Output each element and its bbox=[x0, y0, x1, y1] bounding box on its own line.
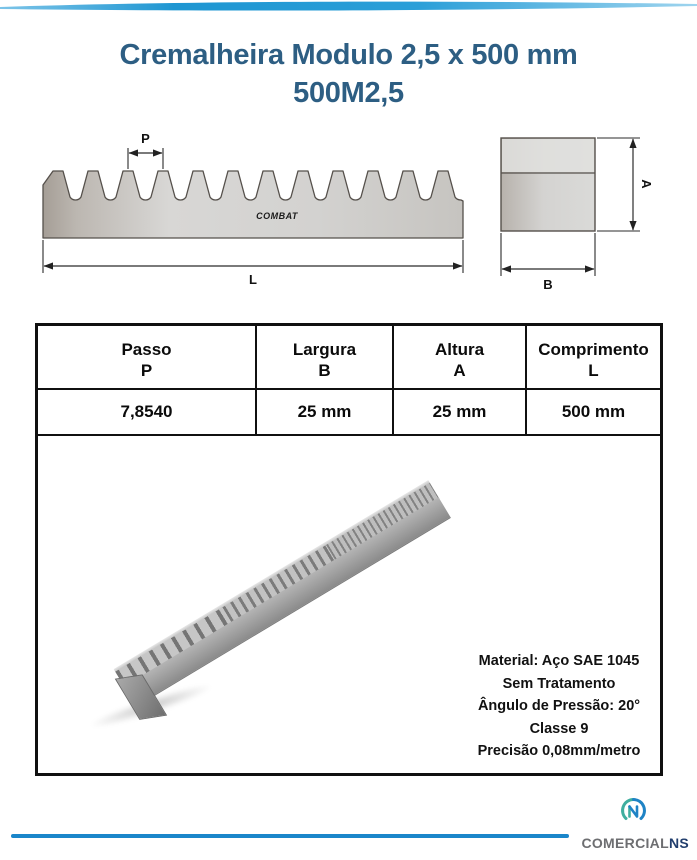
table-header-passo bbox=[38, 326, 255, 388]
rack-teeth-face bbox=[115, 483, 439, 688]
brand-name-blue: NS bbox=[668, 835, 689, 851]
spec-line-pressure-angle: Ângulo de Pressão: 20° bbox=[477, 698, 641, 714]
rack-side-view bbox=[43, 171, 463, 238]
page-title-line1: Cremalheira Modulo 2,5 x 500 mm bbox=[119, 39, 578, 71]
table-header-largura bbox=[257, 326, 392, 388]
rack-side-face bbox=[124, 497, 451, 707]
header-name: Passo bbox=[121, 340, 172, 359]
page-title bbox=[0, 36, 697, 112]
header-symbol: A bbox=[453, 361, 466, 380]
brand-name-gray: COMERCIAL bbox=[581, 835, 669, 851]
pitch-dimension-label: P bbox=[141, 131, 150, 146]
comercial-ns-icon bbox=[620, 797, 647, 825]
spec-line-precision: Precisão 0,08mm/metro bbox=[477, 743, 641, 759]
table-value-largura: 25 mm bbox=[257, 390, 392, 434]
header-symbol: B bbox=[318, 361, 331, 380]
company-logo bbox=[579, 797, 689, 855]
material-specs bbox=[458, 650, 660, 763]
header-symbol: P bbox=[140, 361, 153, 380]
table-header-comprimento bbox=[527, 326, 660, 388]
header-name: Comprimento bbox=[538, 340, 649, 359]
brand-stamp: COMBAT bbox=[256, 211, 298, 221]
page-title-line2: 500M2,5 bbox=[293, 77, 404, 109]
spec-line-class: Classe 9 bbox=[529, 720, 589, 737]
height-dimension-label: A bbox=[639, 179, 654, 189]
header-name: Altura bbox=[434, 340, 485, 359]
product-photo bbox=[114, 480, 451, 707]
top-swoosh-decoration bbox=[0, 0, 697, 18]
spec-table bbox=[35, 323, 663, 776]
technical-drawing bbox=[25, 126, 675, 306]
table-value-passo: 7,8540 bbox=[38, 390, 255, 434]
product-photo-cell bbox=[38, 436, 660, 773]
width-dimension-label: B bbox=[543, 277, 553, 292]
table-value-comprimento: 500 mm bbox=[527, 390, 660, 434]
company-logo-text bbox=[579, 835, 689, 851]
table-value-altura: 25 mm bbox=[394, 390, 525, 434]
header-name: Largura bbox=[292, 340, 357, 359]
spec-line-material: Material: Aço SAE 1045 bbox=[478, 653, 640, 669]
spec-line-treatment: Sem Tratamento bbox=[502, 675, 616, 692]
table-header-altura bbox=[394, 326, 525, 388]
length-dimension-label: L bbox=[249, 272, 257, 287]
footer-accent-line bbox=[11, 834, 569, 838]
header-symbol: L bbox=[588, 361, 599, 380]
